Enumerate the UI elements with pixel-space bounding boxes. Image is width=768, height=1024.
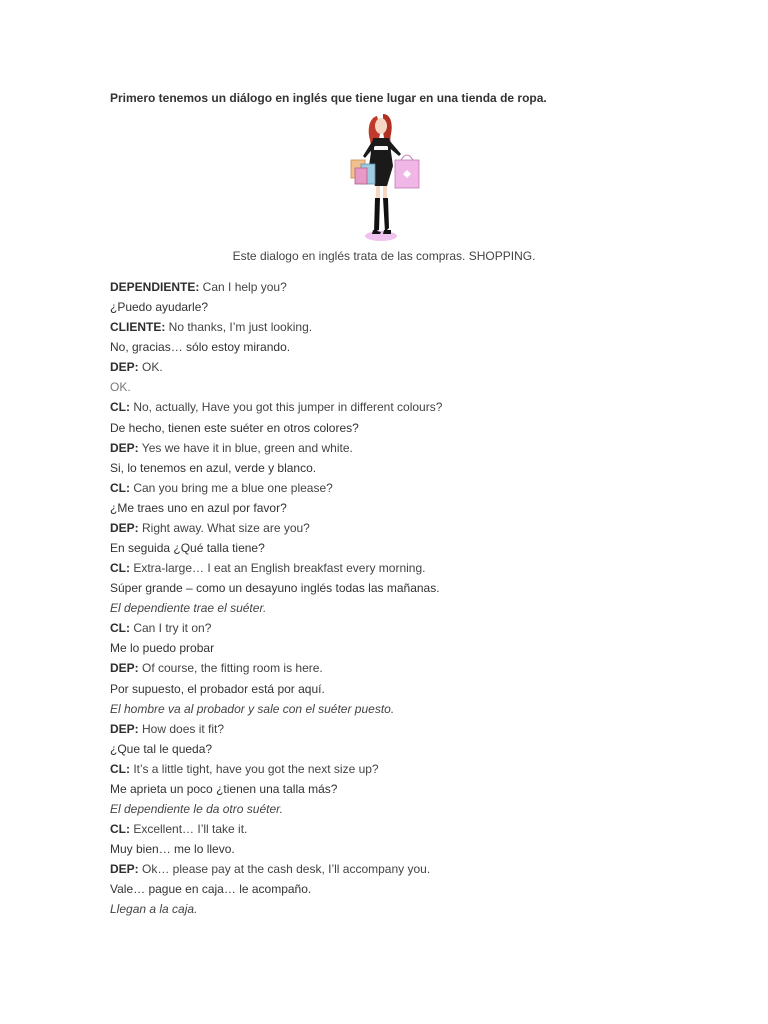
dialog-text: How does it fit? [138,721,225,736]
speaker-label: DEP: [110,360,139,375]
speaker-label: CLIENTE: [110,320,166,335]
dialog-line [110,618,442,638]
dialog-text: It’s a little tight, have you got the next size up? [130,761,379,776]
dialog-line [110,779,442,799]
dialog-line [110,819,442,839]
dialog-text: El dependiente trae el suéter. [110,601,267,616]
speaker-label: CL: [110,822,130,837]
dialog-text: Can I help you? [199,280,287,294]
dialog-text: En seguida ¿Qué talla tiene? [110,541,265,556]
speaker-label: CL: [110,561,130,576]
dialog-text: Ok… please pay at the cash desk, I’ll accompany you. [138,862,431,877]
speaker-label: DEP: [110,721,139,736]
dialog-text: Si, lo tenemos en azul, verde y blanco. [110,460,317,475]
speaker-label: DEP: [110,520,139,535]
dialog-line [110,438,442,458]
dialog-line [110,839,442,859]
dialog-line [110,899,442,919]
dialog-line [110,337,442,357]
shopping-woman-illustration [343,108,425,244]
dialog-line [110,859,442,879]
dialog-line [110,699,442,719]
dialog-line [110,578,442,598]
dialog-text: El hombre va al probador y sale con el suéter puesto. [110,701,395,716]
dialog-text: OK. [138,360,163,375]
dialog-text: No, actually, Have you got this jumper in different colours? [130,400,443,415]
dialog-text: ¿Me traes uno en azul por favor? [110,500,287,515]
dialog-line [110,317,442,337]
dialog-line [110,397,442,417]
dialog-text: Vale… pague en caja… le acompaño. [110,882,312,897]
intro-heading: Primero tenemos un diálogo en inglés que tiene lugar en una tienda de ropa. [110,91,547,105]
dialog-line [110,719,442,739]
speaker-label: DEP: [110,440,139,455]
dialog-text: Can I try it on? [130,621,212,636]
dialog-text: ¿Que tal le queda? [110,741,213,756]
dialog-text: ¿Puedo ayudarle? [110,300,209,315]
speaker-label: DEP: [110,661,139,676]
dialog-line [110,498,442,518]
dialog-text: Me lo puedo probar [110,641,215,656]
dialog-line [110,658,442,678]
speaker-label: CL: [110,480,130,495]
dialog-line [110,277,442,297]
dialog-text: No thanks, I’m just looking. [165,320,313,335]
dialog-text: Me aprieta un poco ¿tienen una talla más? [110,781,338,796]
dialog-text: Llegan a la caja. [110,902,198,917]
dialog-line [110,418,442,438]
dialog-line [110,879,442,899]
dialog-line [110,377,442,397]
speaker-label: CL: [110,761,130,776]
dialog-text: Excellent… I’ll take it. [130,822,248,837]
dialog-line [110,538,442,558]
dialog-line [110,558,442,578]
speaker-label: CL: [110,621,130,636]
dialog-line [110,759,442,779]
dialog-line [110,357,442,377]
dialog-line [110,679,442,699]
dialog-text: El dependiente le da otro suéter. [110,802,284,817]
dialog-text: Of course, the fitting room is here. [138,661,323,676]
speaker-label: DEP: [110,862,139,877]
dialog-line [110,739,442,759]
dialog-text: OK. [110,380,131,395]
dialog-line [110,638,442,658]
illustration-caption: Este dialogo en inglés trata de las compras. SHOPPING. [232,249,536,263]
dialog-text: Right away. What size are you? [138,520,310,535]
dialog-line [110,799,442,819]
dialog-text: Yes we have it in blue, green and white. [138,440,353,455]
dialog-line [110,598,442,618]
dialog-list [110,277,442,920]
dialog-line [110,518,442,538]
dialog-text: Muy bien… me lo llevo. [110,842,235,857]
dialog-line [110,458,442,478]
dialog-line [110,478,442,498]
dialog-text: Extra-large… I eat an English breakfast every morning. [130,561,426,576]
speaker-label: DEPENDIENTE: [110,280,200,294]
dialog-text: De hecho, tienen este suéter en otros colores? [110,420,359,435]
dialog-text: Por supuesto, el probador está por aquí. [110,681,325,696]
speaker-label: CL: [110,400,130,415]
dialog-line [110,297,442,317]
dialog-text: Can you bring me a blue one please? [130,480,333,495]
dialog-text: Súper grande – como un desayuno inglés todas las mañanas. [110,581,440,596]
dialog-text: No, gracias… sólo estoy mirando. [110,340,291,355]
